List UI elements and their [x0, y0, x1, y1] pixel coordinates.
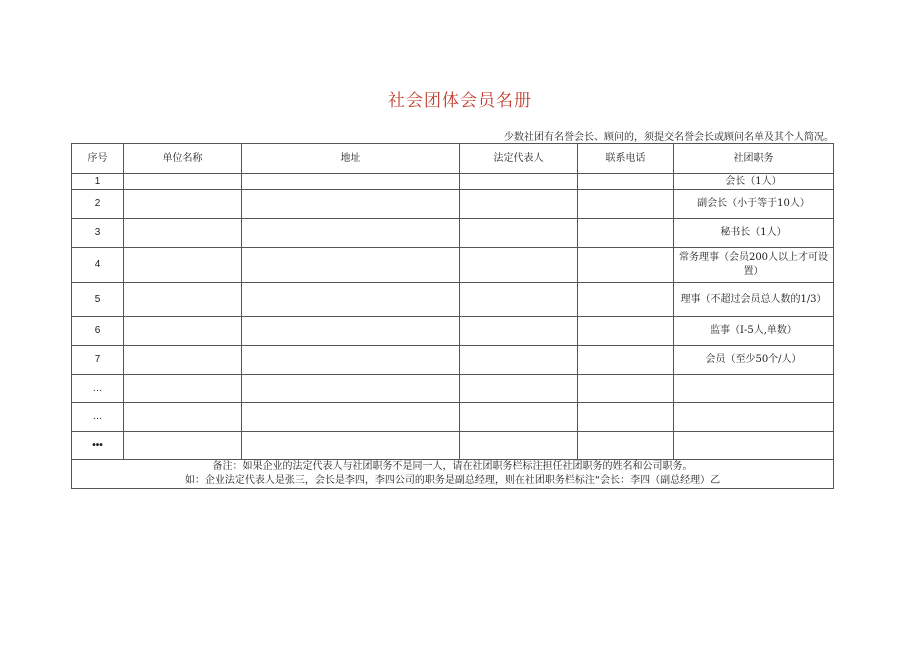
- legal-rep-cell[interactable]: [460, 190, 578, 219]
- table-row: [72, 403, 834, 432]
- unit-name-cell[interactable]: [124, 283, 242, 317]
- phone-cell[interactable]: [578, 219, 674, 248]
- row-number: 6: [72, 317, 124, 346]
- address-cell[interactable]: [242, 283, 460, 317]
- unit-name-cell[interactable]: [124, 403, 242, 432]
- row-number: 5: [72, 283, 124, 317]
- legal-rep-cell[interactable]: [460, 346, 578, 375]
- unit-name-cell[interactable]: [124, 375, 242, 403]
- remarks-line-1: 备注：如果企业的法定代表人与社团职务不是同一人，请在社团职务栏标注担任社团职务的姓名和公司职务。: [212, 461, 693, 472]
- unit-name-cell[interactable]: [124, 174, 242, 190]
- phone-cell[interactable]: [578, 346, 674, 375]
- legal-rep-cell[interactable]: [460, 317, 578, 346]
- remarks-cell: [72, 460, 834, 489]
- col-header-legal-rep: 法定代表人: [460, 144, 578, 174]
- table-row: [72, 346, 834, 375]
- col-header-unit-name: 单位名称: [124, 144, 242, 174]
- phone-cell[interactable]: [578, 432, 674, 460]
- table-row: [72, 432, 834, 460]
- phone-cell[interactable]: [578, 190, 674, 219]
- position-cell[interactable]: [674, 403, 834, 432]
- address-cell[interactable]: [242, 346, 460, 375]
- table-row: [72, 248, 834, 283]
- row-number: 3: [72, 219, 124, 248]
- table-row: [72, 174, 834, 190]
- legal-rep-cell[interactable]: [460, 283, 578, 317]
- position-cell: 监事（I-5人,单数）: [674, 317, 834, 346]
- col-header-address: 地址: [242, 144, 460, 174]
- legal-rep-cell[interactable]: [460, 403, 578, 432]
- row-number: •••: [72, 432, 124, 460]
- phone-cell[interactable]: [578, 248, 674, 283]
- table-row: [72, 190, 834, 219]
- table-header-row: [72, 144, 834, 174]
- phone-cell[interactable]: [578, 317, 674, 346]
- row-number: …: [72, 403, 124, 432]
- address-cell[interactable]: [242, 190, 460, 219]
- phone-cell[interactable]: [578, 403, 674, 432]
- position-cell[interactable]: [674, 375, 834, 403]
- address-cell[interactable]: [242, 375, 460, 403]
- address-cell[interactable]: [242, 219, 460, 248]
- unit-name-cell[interactable]: [124, 432, 242, 460]
- position-cell: 会长（1人）: [674, 174, 834, 190]
- col-header-phone: 联系电话: [578, 144, 674, 174]
- phone-cell[interactable]: [578, 174, 674, 190]
- top-note: 少数社团有名誉会长、顾问的，须提交名誉会长或顾问名单及其个人简况。: [504, 132, 834, 143]
- position-cell[interactable]: [674, 432, 834, 460]
- row-number: 4: [72, 248, 124, 283]
- legal-rep-cell[interactable]: [460, 375, 578, 403]
- row-number: 7: [72, 346, 124, 375]
- address-cell[interactable]: [242, 174, 460, 190]
- table-row: [72, 219, 834, 248]
- address-cell[interactable]: [242, 403, 460, 432]
- row-number: 2: [72, 190, 124, 219]
- col-header-serial: 序号: [72, 144, 124, 174]
- table-row: [72, 283, 834, 317]
- position-cell: 会员（至少50个/人）: [674, 346, 834, 375]
- position-cell: 副会长（小于等于10人）: [674, 190, 834, 219]
- address-cell[interactable]: [242, 432, 460, 460]
- unit-name-cell[interactable]: [124, 317, 242, 346]
- remarks-row: [72, 460, 834, 489]
- document-title: 社会团体会员名册: [388, 91, 532, 111]
- position-cell: 常务理事（会员200人以上才可设置）: [674, 248, 834, 283]
- row-number: 1: [72, 174, 124, 190]
- phone-cell[interactable]: [578, 375, 674, 403]
- remarks-line-2: 如：企业法定代表人是张三，会长是李四，李四公司的职务是副总经理，则在社团职务栏标注“会长：李四（副总经理）乙: [184, 475, 721, 486]
- unit-name-cell[interactable]: [124, 219, 242, 248]
- legal-rep-cell[interactable]: [460, 432, 578, 460]
- position-cell: 秘书长（1人）: [674, 219, 834, 248]
- unit-name-cell[interactable]: [124, 248, 242, 283]
- col-header-position: 社团职务: [674, 144, 834, 174]
- legal-rep-cell[interactable]: [460, 174, 578, 190]
- address-cell[interactable]: [242, 248, 460, 283]
- unit-name-cell[interactable]: [124, 346, 242, 375]
- legal-rep-cell[interactable]: [460, 248, 578, 283]
- legal-rep-cell[interactable]: [460, 219, 578, 248]
- unit-name-cell[interactable]: [124, 190, 242, 219]
- phone-cell[interactable]: [578, 283, 674, 317]
- member-roster-table: [71, 143, 834, 489]
- table-row: [72, 317, 834, 346]
- table-row: [72, 375, 834, 403]
- address-cell[interactable]: [242, 317, 460, 346]
- row-number: …: [72, 375, 124, 403]
- position-cell: 理事（不超过会员总人数的1/3）: [674, 283, 834, 317]
